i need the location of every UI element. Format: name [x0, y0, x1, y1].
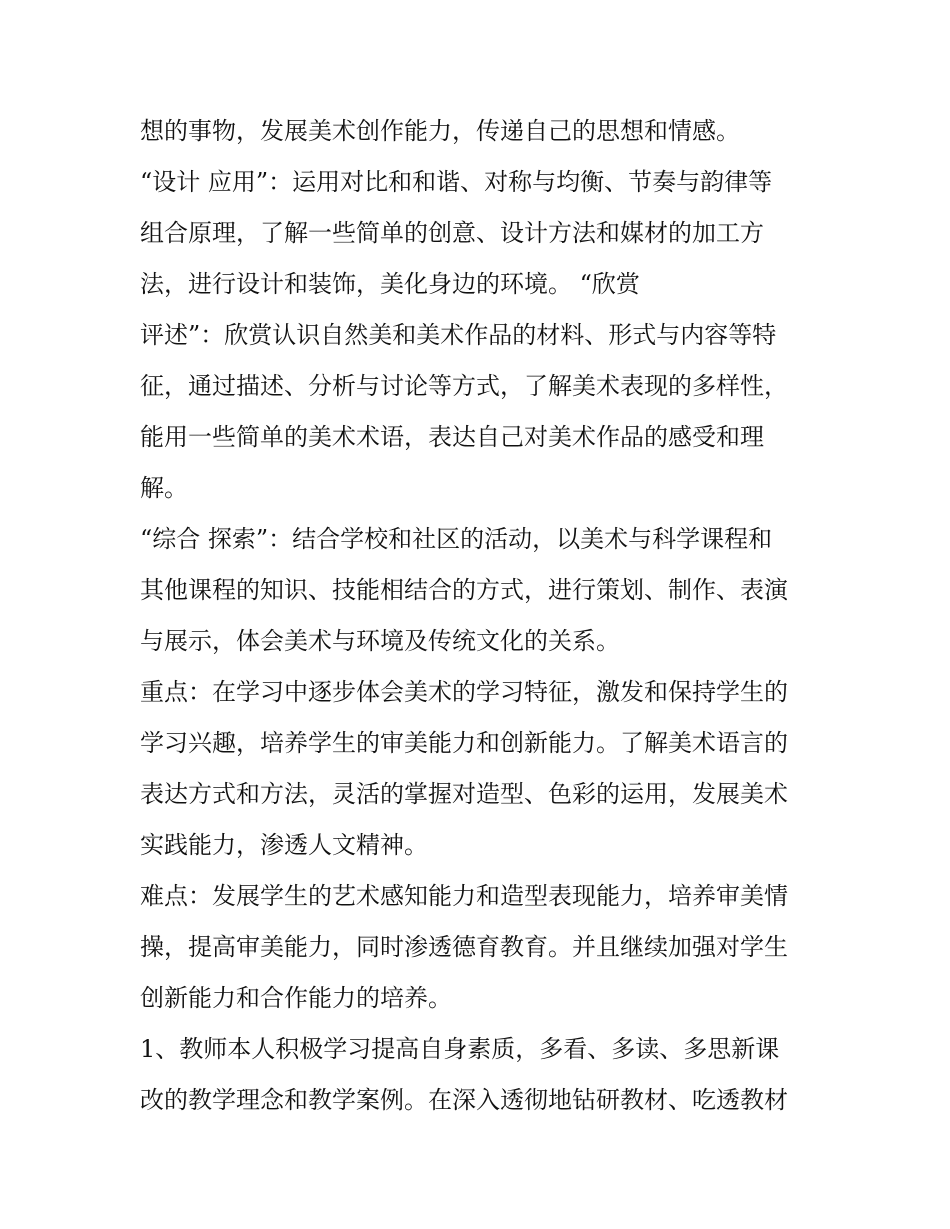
text-line: 实践能力，渗透人文精神。 — [140, 831, 428, 859]
text-line: 法，进行设计和装饰，美化身边的环境。 “欣赏 — [140, 270, 640, 298]
body-text — [140, 106, 820, 1126]
text-line: 表达方式和方法，灵活的掌握对造型、色彩的运用，发展美术 — [140, 780, 788, 808]
text-line: 其他课程的知识、技能相结合的方式，进行策划、制作、表演 — [140, 576, 788, 604]
text-line: 能用一些简单的美术术语，表达自己对美术作品的感受和理 — [140, 423, 764, 451]
text-line: 征，通过描述、分析与讨论等方式，了解美术表现的多样性， — [140, 372, 788, 400]
text-line: 创新能力和合作能力的培养。 — [140, 984, 452, 1012]
text-line: 1、教师本人积极学习提高自身素质，多看、多读、多思新课 — [140, 1035, 780, 1063]
text-line: 难点：发展学生的艺术感知能力和造型表现能力，培养审美情 — [140, 882, 788, 910]
text-line: 想的事物，发展美术创作能力，传递自己的思想和情感。 — [140, 117, 740, 145]
text-line: 组合原理，了解一些简单的创意、设计方法和媒材的加工方 — [140, 219, 764, 247]
text-line: 改的教学理念和教学案例。在深入透彻地钻研教材、吃透教材 — [140, 1086, 788, 1114]
text-line: “设计 应用”：运用对比和和谐、对称与均衡、节奏与韵律等 — [140, 168, 773, 196]
text-line: 重点：在学习中逐步体会美术的学习特征，激发和保持学生的 — [140, 678, 788, 706]
text-line: 与展示，体会美术与环境及传统文化的关系。 — [140, 627, 620, 655]
text-line: “综合 探索”：结合学校和社区的活动，以美术与科学课程和 — [140, 525, 773, 553]
text-line: 操，提高审美能力，同时渗透德育教育。并且继续加强对学生 — [140, 933, 788, 961]
text-line: 解。 — [140, 474, 188, 502]
text-line: 学习兴趣，培养学生的审美能力和创新能力。了解美术语言的 — [140, 729, 788, 757]
text-line: 评述”：欣赏认识自然美和美术作品的材料、形式与内容等特 — [140, 321, 777, 349]
